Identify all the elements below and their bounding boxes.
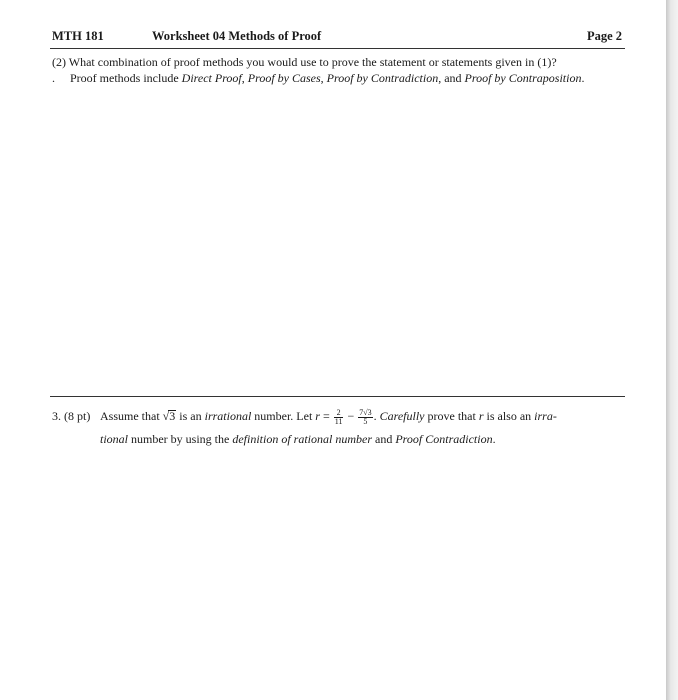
page-number: Page 2 [586, 29, 622, 43]
header-divider [50, 48, 625, 49]
fraction-7root3-over-5: $\frac{7√3}{5}$ [359, 407, 372, 426]
method-proof-by-cases: Proof by Cases [247, 71, 321, 85]
question-2-methods: . Proof methods include Direct Proof, Proof by Cases, Proof by Contradiction, and Proof by Contraposition. [52, 71, 585, 85]
section-divider [50, 396, 625, 397]
term-carefully: Carefully [379, 409, 425, 423]
question-3-line-1: Assume that √3 is an irrational number. Let r = $\frac{2}{11}$ − $\frac{7√3}{5}$ . Carefully prove that r is also an irra- [100, 407, 557, 426]
variable-r: r [315, 409, 320, 423]
fraction-2-over-11: $\frac{2}{11}$ [334, 407, 343, 426]
term-tional: tional [100, 431, 129, 446]
method-proof-by-contradiction: Proof by Contradiction [326, 71, 439, 85]
method-direct-proof: Direct Proof [181, 71, 242, 85]
radicand: 3 [169, 409, 176, 423]
term-irrational-hyphen: irra- [534, 409, 557, 423]
question-3 [52, 408, 627, 447]
bullet-mark: . [52, 71, 55, 85]
method-proof-by-contraposition: Proof by Contraposition [464, 71, 582, 85]
variable-r: r [478, 409, 484, 423]
term-definition-rational: definition of rational number [232, 431, 373, 446]
question-3-line-2: tional number by using the definition of rational number and Proof Contradiction. [100, 431, 496, 446]
page-header [52, 29, 622, 49]
course-code: MTH 181 [52, 29, 104, 43]
term-proof-contradiction: Proof Contradiction [395, 431, 493, 446]
question-2-prompt: (2) What combination of proof methods you would use to prove the statement or statements given in (1)? [52, 55, 557, 69]
page-edge-shadow [666, 0, 678, 700]
radical-sign: √ [162, 409, 170, 423]
question-3-number: 3. (8 pt) [52, 409, 91, 423]
worksheet-title: Worksheet 04 Methods of Proof [152, 29, 322, 43]
term-irrational: irrational [204, 409, 252, 423]
question-2 [52, 54, 627, 86]
